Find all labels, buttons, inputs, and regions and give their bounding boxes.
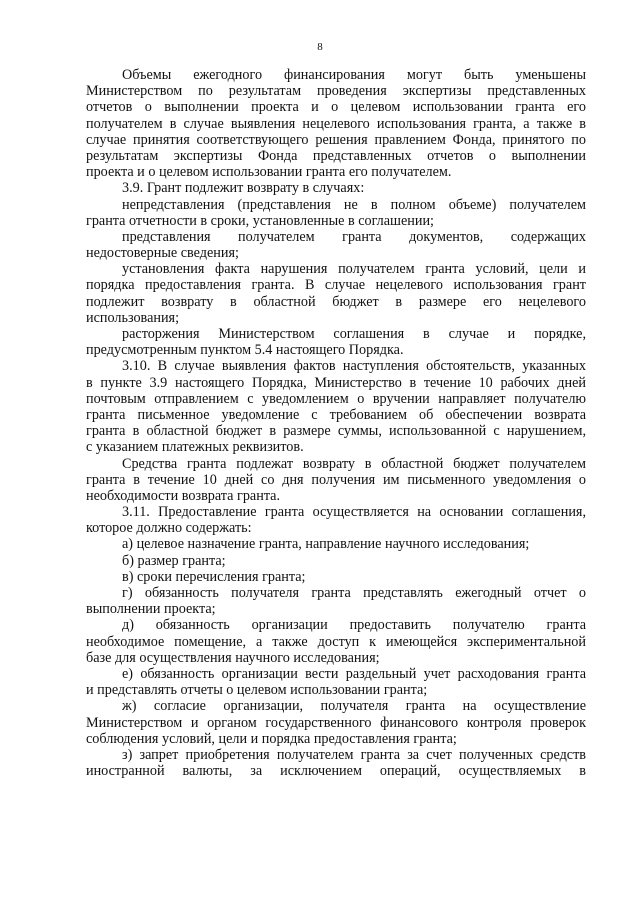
text-line: Министерством и органом государственного финансового контроля проверок xyxy=(86,714,586,731)
text-line: иностранной валюты, за исключением операций, осуществляемых в xyxy=(86,763,586,780)
text-line: гранта в течение 10 дней со дня получения им письменного уведомления о xyxy=(86,471,586,488)
text-line: расторжения Министерством соглашения в случае и порядке, xyxy=(122,326,586,342)
text-line: 3.10. В случае выявления фактов наступления обстоятельств, указанных xyxy=(122,358,586,375)
text-line: б) размер гранта; xyxy=(122,552,226,569)
text-line: в пункте 3.9 настоящего Порядка, Министерство в течение 10 рабочих дней xyxy=(86,374,586,391)
text-line: с указанием платежных реквизитов. xyxy=(86,439,304,456)
text-line: гранта отчетности в сроки, установленные в соглашении; xyxy=(86,212,434,229)
text-line: подлежит возврату в областной бюджет в размере его нецелевого xyxy=(86,293,586,310)
text-line: необходимости возврата гранта. xyxy=(86,487,281,504)
text-line: случае принятия соответствующего решения правлением Фонда, принятого по xyxy=(86,131,586,148)
text-line: Министерством по результатам проведения экспертизы представленных xyxy=(86,83,586,100)
text-line: Средства гранта подлежат возврату в областной бюджет получателем xyxy=(122,455,586,472)
text-line: получателем в случае выявления нецелевого использования гранта, а также в xyxy=(86,115,586,132)
text-line: и представлять отчеты о целевом использовании гранта; xyxy=(86,682,428,699)
text-line: гранта письменное уведомление с требованием об обеспечении возврата xyxy=(86,406,586,423)
text-line: выполнении проекта; xyxy=(86,601,216,618)
text-line: базе для осуществления научного исследования; xyxy=(86,649,380,666)
text-line: предусмотренным пунктом 5.4 настоящего Порядка. xyxy=(86,342,404,359)
text-line: отчетов о выполнении проекта и о целевом использовании гранта его xyxy=(86,99,586,116)
text-line: результатам экспертизы Фонда представленных отчетов о выполнении xyxy=(86,147,586,164)
text-line: порядка предоставления гранта. В случае нецелевого использования грант xyxy=(86,277,586,294)
text-line: почтовым отправлением с уведомлением о вручении направляет получателю xyxy=(86,390,586,407)
text-line: з) запрет приобретения получателем гранта за счет полученных средств xyxy=(122,746,586,763)
text-line: 3.9. Грант подлежит возврату в случаях: xyxy=(122,180,365,197)
text-line: ж) согласие организации, получателя гранта на осуществление xyxy=(122,698,586,715)
text-line: недостоверные сведения; xyxy=(86,245,239,262)
text-line: соблюдения условий, цели и порядка предоставления гранта; xyxy=(86,730,457,747)
text-line: е) обязанность организации вести раздельный учет расходования гранта xyxy=(122,665,586,682)
text-line: проекта и о целевом использовании гранта его получателем. xyxy=(86,164,452,181)
text-line: непредставления (представления не в полном объеме) получателем xyxy=(122,196,586,213)
page-number: 8 xyxy=(317,41,323,53)
text-line: которое должно содержать: xyxy=(86,520,252,537)
text-line: использования; xyxy=(86,309,180,326)
text-line: Объемы ежегодного финансирования могут быть уменьшены xyxy=(122,67,586,83)
text-line: гранта в областной бюджет в размере суммы, использованной с нарушением, xyxy=(86,423,586,440)
text-line: в) сроки перечисления гранта; xyxy=(122,568,306,585)
text-line: а) целевое назначение гранта, направление научного исследования; xyxy=(122,536,530,553)
text-line: представления получателем гранта документов, содержащих xyxy=(122,228,586,245)
body-text xyxy=(86,67,586,779)
text-line: установления факта нарушения получателем гранта условий, цели и xyxy=(122,261,586,278)
text-line: необходимое помещение, а также доступ к имеющейся экспериментальной xyxy=(86,633,586,650)
text-line: 3.11. Предоставление гранта осуществляется на основании соглашения, xyxy=(122,504,586,521)
text-line: д) обязанность организации предоставить получателю гранта xyxy=(122,617,586,634)
text-line: г) обязанность получателя гранта представлять ежегодный отчет о xyxy=(122,585,586,601)
